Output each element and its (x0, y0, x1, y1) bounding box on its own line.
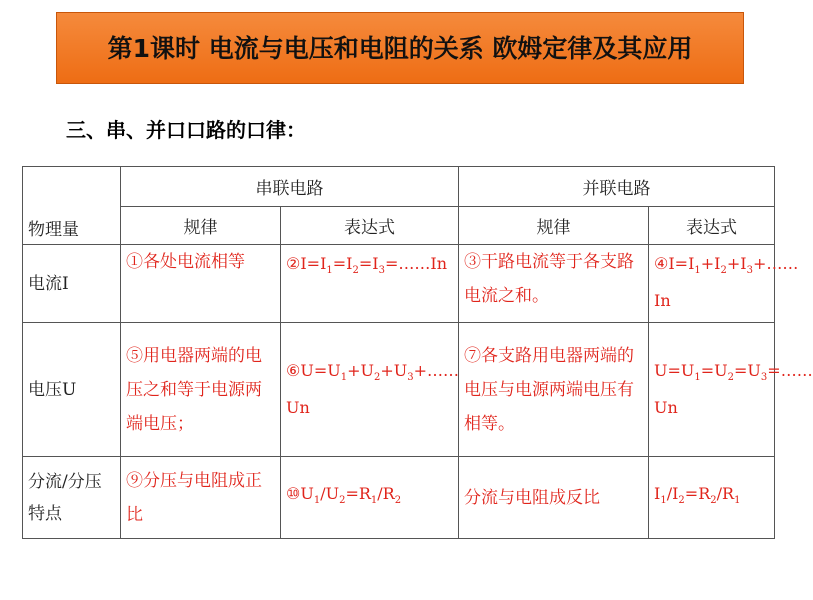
table-row (23, 323, 775, 457)
series-divider-expr: $⑩U_1/U_2=R_1/R_2$ (281, 457, 459, 539)
header-physical-quantity: 物理量 (23, 167, 121, 245)
series-voltage-expr: $⑥U=U_1+U_2+U_3+\dots\dots Un$ (281, 323, 459, 457)
slide-title: 第1课时 电流与电压和电阻的关系 欧姆定律及其应用 (107, 33, 693, 63)
header-parallel-expr: 表达式 (649, 207, 775, 245)
parallel-current-expr: $④I=I_1+I_2+I_3+\dots\dots In$ (649, 245, 775, 323)
header-parallel-rule: 规律 (459, 207, 649, 245)
series-divider-rule: ⑨分压与电阻成正比 (121, 457, 281, 539)
header-series-circuit: 串联电路 (121, 167, 459, 207)
row-label-current: 电流I (23, 245, 121, 323)
table-header-row-1 (23, 167, 775, 207)
table-row (23, 245, 775, 323)
parallel-divider-rule: 分流与电阻成反比 (459, 457, 649, 539)
header-series-rule: 规律 (121, 207, 281, 245)
row-label-divider: 分流/分压特点 (23, 457, 121, 539)
series-current-expr: $②I=I_1=I_2=I_3=\dots\dots In$ (281, 245, 459, 323)
parallel-voltage-expr: $U=U_1=U_2=U_3=\dots\dots Un$ (649, 323, 775, 457)
table-header-row-2 (23, 207, 775, 245)
series-current-rule: ①各处电流相等 (121, 245, 281, 323)
table-row (23, 457, 775, 539)
header-parallel-circuit: 并联电路 (459, 167, 775, 207)
slide-title-banner (56, 12, 744, 84)
row-label-voltage: 电压U (23, 323, 121, 457)
parallel-divider-expr: $I_1/I_2=R_2/R_1$ (649, 457, 775, 539)
parallel-voltage-rule: ⑦各支路用电器两端的电压与电源两端电压有相等。 (459, 323, 649, 457)
series-voltage-rule: ⑤用电器两端的电压之和等于电源两端电压； (121, 323, 281, 457)
parallel-current-rule: ③干路电流等于各支路电流之和。 (459, 245, 649, 323)
header-series-expr: 表达式 (281, 207, 459, 245)
section-heading: 三、串、并口口路的口律： (66, 118, 306, 142)
circuit-laws-table (22, 166, 813, 539)
